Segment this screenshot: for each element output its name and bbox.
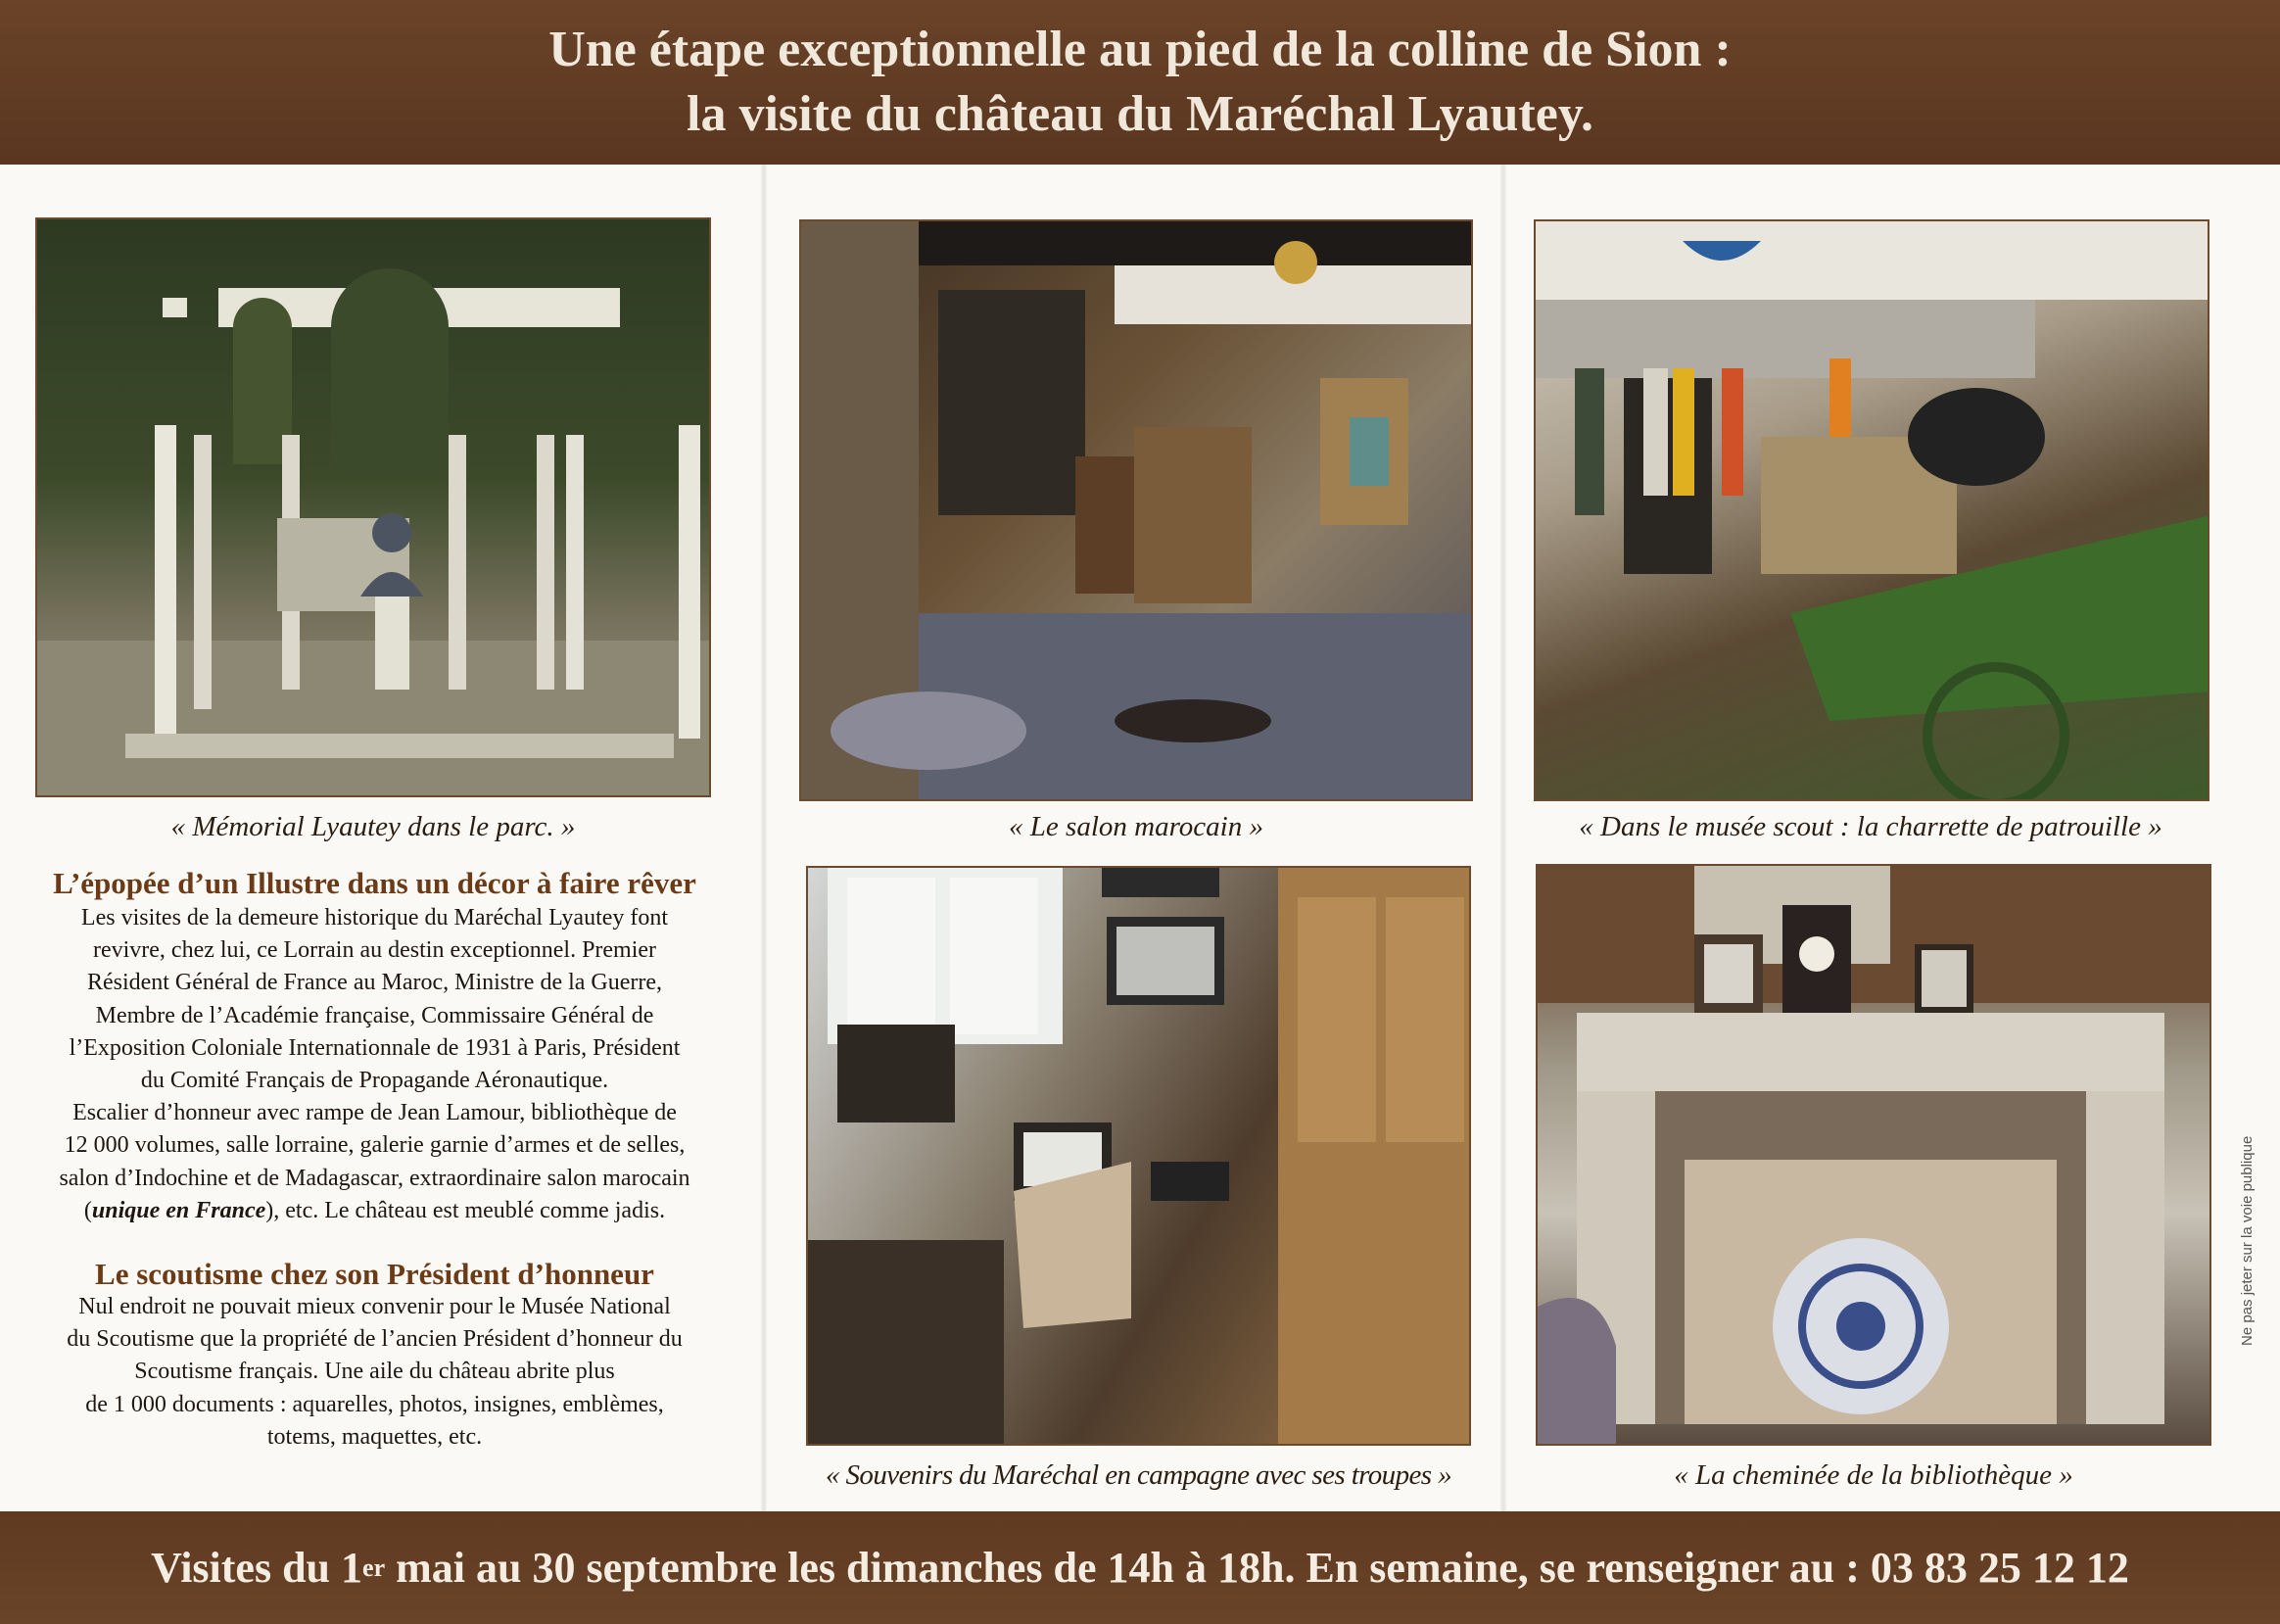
header-line-1: Une étape exceptionnelle au pied de la colline de Sion : — [548, 22, 1732, 77]
text-line: 12 000 volumes, salle lorraine, galerie garnie d’armes et de selles, — [64, 1132, 686, 1159]
footer-superscript: er — [362, 1552, 386, 1582]
footer-part-1: Visites du 1 — [151, 1544, 363, 1592]
fold-line-left — [761, 165, 767, 1511]
footer-banner — [0, 1511, 2280, 1624]
text-line: du Comité Français de Propagande Aéronautique. — [140, 1068, 609, 1094]
photo-memorial — [35, 217, 711, 797]
caption-memorial: « Mémorial Lyautey dans le parc. » — [170, 811, 576, 842]
text-line: salon d’Indochine et de Madagascar, extraordinaire salon marocain — [59, 1165, 690, 1191]
header-banner — [0, 0, 2280, 165]
caption-campagne: « Souvenirs du Maréchal en campagne avec ses troupes » — [825, 1459, 1451, 1491]
text-line: revivre, chez lui, ce Lorrain au destin exceptionnel. Premier — [92, 937, 657, 964]
paren-open: ( — [83, 1197, 92, 1223]
section-title-epopee: L’épopée d’un Illustre dans un décor à faire rêver — [53, 866, 696, 900]
text-line: Résident Général de France au Maroc, Ministre de la Guerre, — [86, 970, 663, 996]
section-title-scoutisme: Le scoutisme chez son Président d’honneur — [95, 1257, 654, 1291]
cheminee-illustration — [1538, 866, 2211, 1446]
scout-illustration — [1536, 221, 2209, 801]
section-text-epopee — [29, 902, 720, 1227]
text-line: l’Exposition Coloniale Internationnale de 1931 à Paris, Président — [69, 1034, 681, 1061]
text-rest: ), etc. Le château est meublé comme jadis. — [265, 1197, 666, 1223]
text-line-last — [29, 1195, 720, 1227]
caption-salon: « Le salon marocain » — [1009, 811, 1263, 842]
text-line: Membre de l’Académie française, Commissaire Général de — [95, 1002, 654, 1028]
photo-cheminee — [1536, 864, 2211, 1446]
campagne-illustration — [808, 868, 1471, 1446]
caption-scout: « Dans le musée scout : la charrette de patrouille » — [1579, 811, 2162, 842]
photo-musee-scout — [1534, 219, 2209, 801]
text-line: de 1 000 documents : aquarelles, photos, insignes, emblèmes, — [85, 1391, 664, 1417]
text-line: Scoutisme français. Une aile du château abrite plus — [134, 1359, 615, 1385]
header-line-2: la visite du château du Maréchal Lyautey. — [687, 86, 1593, 142]
memorial-illustration — [37, 219, 711, 797]
fold-line-right — [1500, 165, 1506, 1511]
footer-part-2: mai au 30 septembre les dimanches de 14h à 18h. En semaine, se renseigner au : 03 83 25 12 12 — [385, 1544, 2129, 1592]
text-line: du Scoutisme que la propriété de l’ancien Président d’honneur du — [67, 1326, 683, 1353]
text-line: Nul endroit ne pouvait mieux convenir pour le Musée National — [78, 1294, 671, 1319]
text-line: Les visites de la demeure historique du Maréchal Lyautey font — [80, 905, 669, 931]
side-note: Ne pas jeter sur la voie publique — [2239, 1135, 2256, 1346]
salon-illustration — [801, 221, 1473, 801]
text-line: totems, maquettes, etc. — [266, 1423, 483, 1450]
text-line: Escalier d’honneur avec rampe de Jean Lamour, bibliothèque de — [72, 1100, 677, 1126]
caption-cheminee: « La cheminée de la bibliothèque » — [1674, 1459, 2073, 1491]
photo-salon-marocain — [799, 219, 1473, 801]
photo-campagne — [806, 866, 1471, 1446]
section-text-scoutisme — [29, 1291, 720, 1454]
emphasis-unique: unique en France — [91, 1197, 266, 1223]
